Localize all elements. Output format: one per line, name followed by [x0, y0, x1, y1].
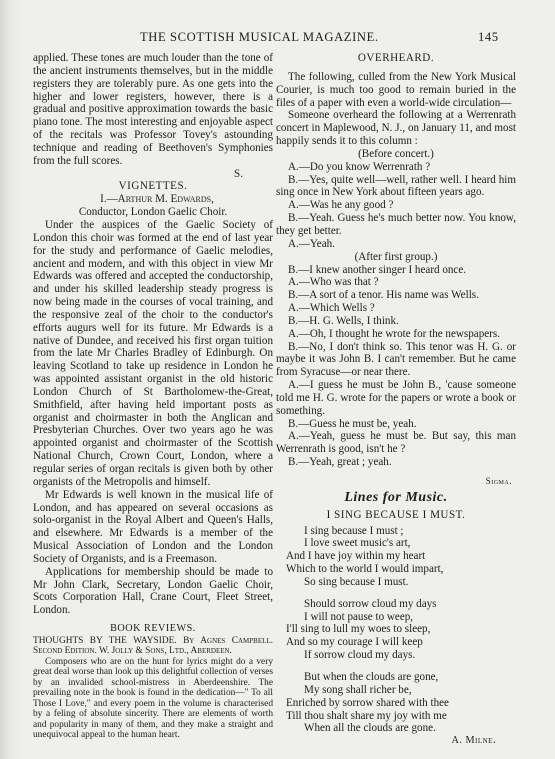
recitals-signature: S.: [234, 167, 243, 180]
poem-line: And I have joy within my heart: [286, 550, 426, 563]
dialogue-line: B.—Yes, quite well—well, rather well. I heard him sing once in New York about fifteen years ago.: [276, 173, 516, 199]
review-details: By Agnes Campbell. Second Edition. W. Jolly & Sons, Ltd., Aberdeen.: [33, 635, 273, 657]
dialogue-line: B.—H. G. Wells, I think.: [288, 314, 399, 327]
dialogue-line: B.—Guess he must be, yeah.: [288, 417, 417, 430]
overheard-signature: Sigma.: [485, 476, 512, 486]
reviews-heading: BOOK REVIEWS.: [110, 623, 196, 635]
dialogue-line: B.—A sort of a tenor. His name was Wells.: [288, 289, 479, 302]
dialogue-line: A.—Was he any good ?: [288, 199, 394, 212]
stanza-break: [286, 662, 516, 671]
poem-line: I'll sing to lull my woes to sleep,: [286, 623, 431, 636]
vignette-paragraph: Mr Edwards is well known in the musical life of London, and has appeared on several occasions as solo-organist in the Royal Albert and Queen's Halls, and elsewhere. Mr Edwards is a member of the Musical Association of London and the London Society of Organists, and is a Freemason.: [33, 488, 273, 565]
vignette-name: I.—Arthur M. Edwards,: [100, 193, 214, 206]
dialogue-line: A.—Which Wells ?: [288, 302, 375, 315]
review-heading: [33, 636, 273, 657]
poem-line: But when the clouds are gone,: [304, 670, 439, 683]
dialogue-line: A.—Oh, I thought he wrote for the newspapers.: [288, 327, 500, 340]
dialogue-line: B.—I knew another singer I heard once.: [288, 263, 467, 276]
vignette-role: Conductor, London Gaelic Choir.: [78, 206, 228, 219]
poem-author: A. Milne.: [451, 735, 496, 747]
poem-line: I sing because I must ;: [304, 524, 404, 537]
dialogue-line: A.—Do you know Werrenrath ?: [288, 160, 431, 173]
dialogue-line: B.—No, I don't think so. This tenor was H. G. or maybe it was John B. I can't remember. But he came from Syracuse—or near there.: [276, 340, 516, 379]
poem-title: I SING BECAUSE I MUST.: [326, 508, 466, 521]
dialogue-line: A.—Yeah.: [288, 237, 335, 250]
stanza-break: [286, 589, 516, 598]
vignette-paragraph: Applications for membership should be made to Mr John Clark, Secretary, London Gaelic Choir, Scots Corporation Hall, Crane Court, Fleet Street, London.: [33, 565, 273, 617]
overheard-intro: The following, culled from the New York Musical Courier, is much too good to remain buried in the files of a paper with even a world-wide circulation—: [276, 70, 516, 109]
poem-line: My song shall richer be,: [304, 683, 412, 696]
lines-for-music-heading: Lines for Music.: [344, 489, 448, 505]
dialogue-line: A.—I guess he must be John B., 'cause someone told me H. G. wrote for the papers or wrote a book or something.: [276, 379, 516, 417]
right-column: [276, 52, 516, 748]
stage-direction: (After first group.): [354, 250, 438, 263]
poem-line: I love sweet music's art,: [304, 537, 411, 550]
poem-line: Should sorrow cloud my days: [304, 597, 437, 610]
poem-line: If sorrow cloud my days.: [304, 649, 416, 662]
poem-line: Till thou shalt share my joy with me: [286, 709, 447, 722]
poem-line: I will not pause to weep,: [304, 610, 414, 623]
vignettes-heading: VIGNETTES.: [118, 180, 188, 193]
dialogue-line: A.—Who was that ?: [288, 276, 379, 289]
poem-line: Which to the world I would impart,: [286, 563, 444, 576]
dialogue-line: B.—Yeah. Guess he's much better now. You know, they get better.: [276, 212, 516, 237]
review-title: THOUGHTS BY THE WAYSIDE.: [33, 635, 177, 646]
overheard-heading: OVERHEARD.: [357, 52, 435, 64]
poem-line: When all the clouds are gone.: [304, 722, 436, 735]
poem-line: Enriched by sorrow shared with thee: [286, 696, 449, 709]
poem: [286, 525, 516, 736]
recitals-paragraph: applied. These tones are much louder than the tone of the ancient instruments themselves, but in the middle registers they are tolerably pure. As one gets into the higher and lower registers, however, there is a gradual and positive approximation towards the basic piano tone. The most interesting and enjoyable aspect of the recitals was Professor Tovey's astounding technique and reading of Beethoven's Symphonies from the full scores.: [33, 52, 273, 167]
page-number: 145: [478, 30, 499, 44]
poem-line: And so my courage I will keep: [286, 636, 423, 649]
dialogue-line: A.—Yeah, guess he must be. But say, this man Werrenrath is good, isn't he ?: [276, 430, 516, 456]
overheard-intro: Someone overheard the following at a Werrenrath concert in Maplewood, N. J., on January 11, and most happily sends it to this column :: [276, 109, 516, 148]
stage-direction: (Before concert.): [358, 147, 434, 160]
poem-line: So sing because I must.: [304, 575, 409, 588]
vignette-paragraph: Under the auspices of the Gaelic Society of London this choir was formed at the end of last year for the study and performance of Gaelic melodies, ancient and modern, and with this object in view Mr Edwards was offered and accepted the conductorship, and under his skilled leadership steady progress is now being made in the courses of vocal training, and the responsive zeal of the choir to the conductor's efforts augurs well for its future. Mr Edwards is a native of Dundee, and received his first organ tuition from the late Mr Charles Bradley of Edinburgh. On leaving Scotland to take up residence in London he was appointed assistant organist in the old historic London Church of St Bartholomew-the-Great, Smithfield, after having held important posts as organist and choirmaster in both the Anglican and Presbyterian Churches. Over two years ago he was appointed organist and choirmaster of the Scottish National Church, Crown Court, London, where a regular series of organ recitals is given both by other organists of the Metropolis and himself.: [33, 218, 273, 488]
review-body: Composers who are on the hunt for lyrics might do a very great deal worse than look up this delightful collection of verses by an invalided school-mistress in Aberdeenshire. The prevailing note in the book is found in the dedication—" To all Those I Love," and every poem in the volume is characterised by a feling of absolute sincerity. There are elements of worth and popularity in many of them, and they make a straight and unequivocal appeal to the human heart.: [33, 656, 273, 741]
left-column: [33, 52, 273, 741]
running-title: THE SCOTTISH MUSICAL MAGAZINE.: [140, 30, 379, 44]
dialogue-line: B.—Yeah, great ; yeah.: [288, 456, 392, 469]
